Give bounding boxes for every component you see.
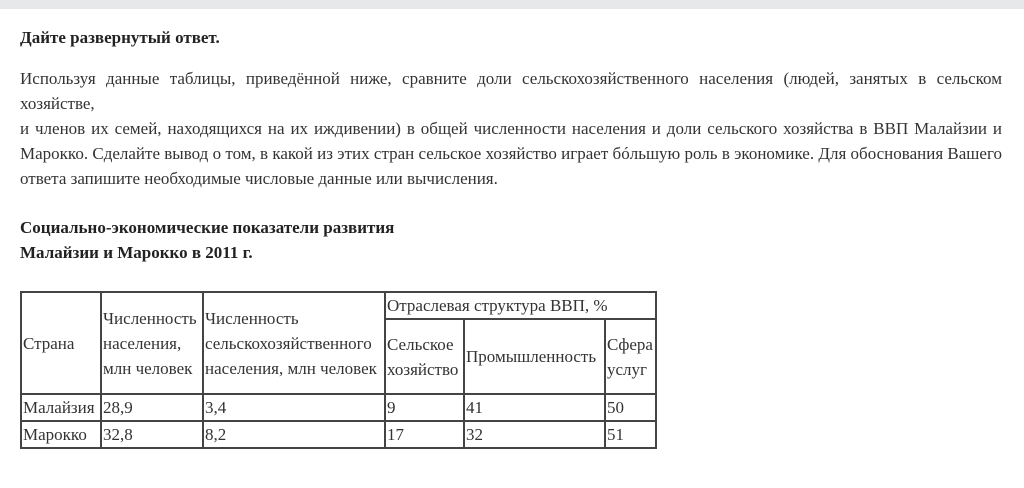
header-industry: Промышленность — [464, 319, 605, 394]
header-gdp-structure: Отраслевая структура ВВП, % — [385, 292, 656, 319]
table-caption — [20, 215, 394, 265]
table-row — [21, 394, 656, 421]
cell-population: 32,8 — [101, 421, 203, 448]
cell-country: Малайзия — [21, 394, 101, 421]
cell-country: Марокко — [21, 421, 101, 448]
indicators-table — [20, 291, 657, 449]
cell-agriculture: 17 — [385, 421, 464, 448]
cell-population: 28,9 — [101, 394, 203, 421]
table-header-row — [21, 292, 656, 319]
table-row — [21, 421, 656, 448]
caption-line: Малайзии и Марокко в 2011 г. — [20, 243, 253, 262]
cell-agriculture: 9 — [385, 394, 464, 421]
header-country: Страна — [21, 292, 101, 394]
top-bar — [0, 0, 1024, 9]
task-paragraph — [20, 66, 1002, 191]
caption-line: Социально-экономические показатели развития — [20, 218, 395, 237]
cell-industry: 41 — [464, 394, 605, 421]
paragraph-line: и членов их семей, находящихся на их иждивении) в общей численности населения и доли сельского хозяйства в ВВП Малайзии и Марокко. Сделайте вывод о том, в какой из этих стран сельское хозяйство играет бóльшую роль в экономике. Для обоснования Вашего ответа запишите необходимые числовые данные или вычисления. — [20, 119, 1002, 188]
cell-services: 51 — [605, 421, 656, 448]
header-population: Численность населения, млн человек — [101, 292, 203, 394]
cell-agri-population: 3,4 — [203, 394, 385, 421]
header-agriculture: Сельское хозяйство — [385, 319, 464, 394]
header-agri-population: Численность сельскохозяйственного населения, млн человек — [203, 292, 385, 394]
paragraph-line: Используя данные таблицы, приведённой ниже, сравните доли сельскохозяйственного населения (людей, занятых в сельском хозяйстве, — [20, 69, 1002, 113]
cell-services: 50 — [605, 394, 656, 421]
cell-agri-population: 8,2 — [203, 421, 385, 448]
header-services: Сфера услуг — [605, 319, 656, 394]
task-heading: Дайте развернутый ответ. — [20, 28, 220, 47]
cell-industry: 32 — [464, 421, 605, 448]
